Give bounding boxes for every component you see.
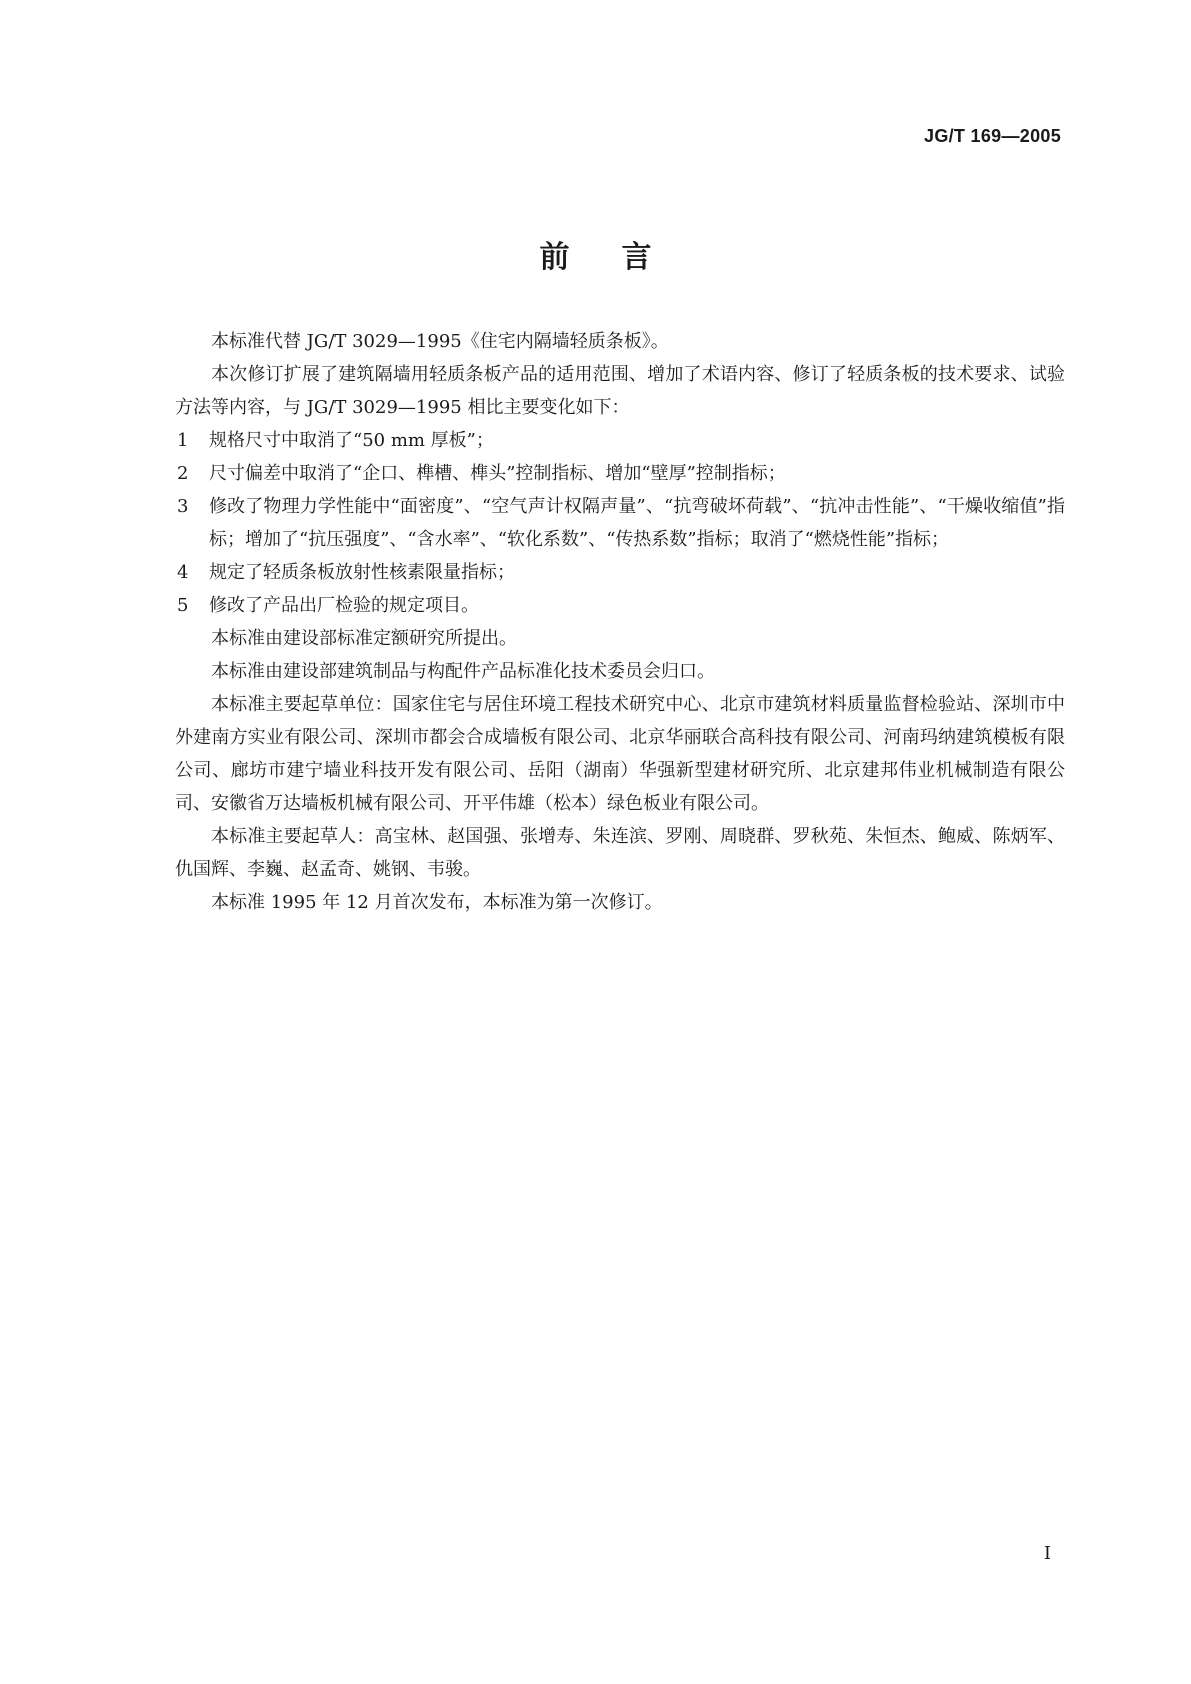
list-item-number: 3 — [177, 496, 189, 517]
list-item — [175, 457, 1065, 490]
list-item-number: 4 — [177, 562, 189, 583]
list-item-text: 规定了轻质条板放射性核素限量指标； — [209, 562, 515, 583]
list-item — [175, 589, 1065, 622]
list-item — [175, 424, 1065, 457]
history-paragraph: 本标准 1995 年 12 月首次发布，本标准为第一次修订。 — [211, 892, 663, 913]
drafters-paragraph: 本标准主要起草人：高宝林、赵国强、张增寿、朱连滨、罗刚、周晓群、罗秋苑、朱恒杰、鲍威、陈炳军、仇国辉、李巍、赵孟奇、姚钢、韦骏。 — [175, 826, 1065, 880]
list-item — [175, 490, 1065, 556]
proposer-paragraph: 本标准由建设部标准定额研究所提出。 — [211, 628, 517, 649]
committee-paragraph: 本标准由建设部建筑制品与构配件产品标准化技术委员会归口。 — [211, 661, 715, 682]
foreword-body — [175, 325, 1065, 919]
page-title: 前言 — [539, 240, 704, 275]
list-item-text: 规格尺寸中取消了“50 mm 厚板”； — [209, 430, 494, 451]
list-item — [175, 556, 1065, 589]
list-item-number: 5 — [177, 595, 189, 616]
intro-paragraph-revision: 本次修订扩展了建筑隔墙用轻质条板产品的适用范围、增加了术语内容、修订了轻质条板的技术要求、试验方法等内容，与 JG/T 3029—1995 相比主要变化如下： — [175, 364, 1065, 418]
list-item-text: 修改了物理力学性能中“面密度”、“空气声计权隔声量”、“抗弯破坏荷载”、“抗冲击性能”、“干燥收缩值”指标；增加了“抗压强度”、“含水率”、“软化系数”、“传热系数”指标；取消了“燃烧性能”指标； — [209, 496, 1065, 550]
list-item-number: 2 — [177, 463, 189, 484]
page-number: I — [1043, 1543, 1051, 1564]
list-item-text: 尺寸偏差中取消了“企口、榫槽、榫头”控制指标、增加“壁厚”控制指标； — [209, 463, 786, 484]
intro-paragraph-replaces: 本标准代替 JG/T 3029—1995《住宅内隔墙轻质条板》。 — [211, 331, 669, 352]
list-item-text: 修改了产品出厂检验的规定项目。 — [209, 595, 479, 616]
standard-code: JG/T 169—2005 — [924, 126, 1061, 146]
drafting-units-paragraph: 本标准主要起草单位：国家住宅与居住环境工程技术研究中心、北京市建筑材料质量监督检验站、深圳市中外建南方实业有限公司、深圳市都会合成墙板有限公司、北京华丽联合高科技有限公司、河南玛纳建筑模板有限公司、廊坊市建宁墙业科技开发有限公司、岳阳（湖南）华强新型建材研究所、北京建邦伟业机械制造有限公司、安徽省万达墙板机械有限公司、开平伟雄（松本）绿色板业有限公司。 — [175, 694, 1065, 814]
list-item-number: 1 — [177, 430, 189, 451]
